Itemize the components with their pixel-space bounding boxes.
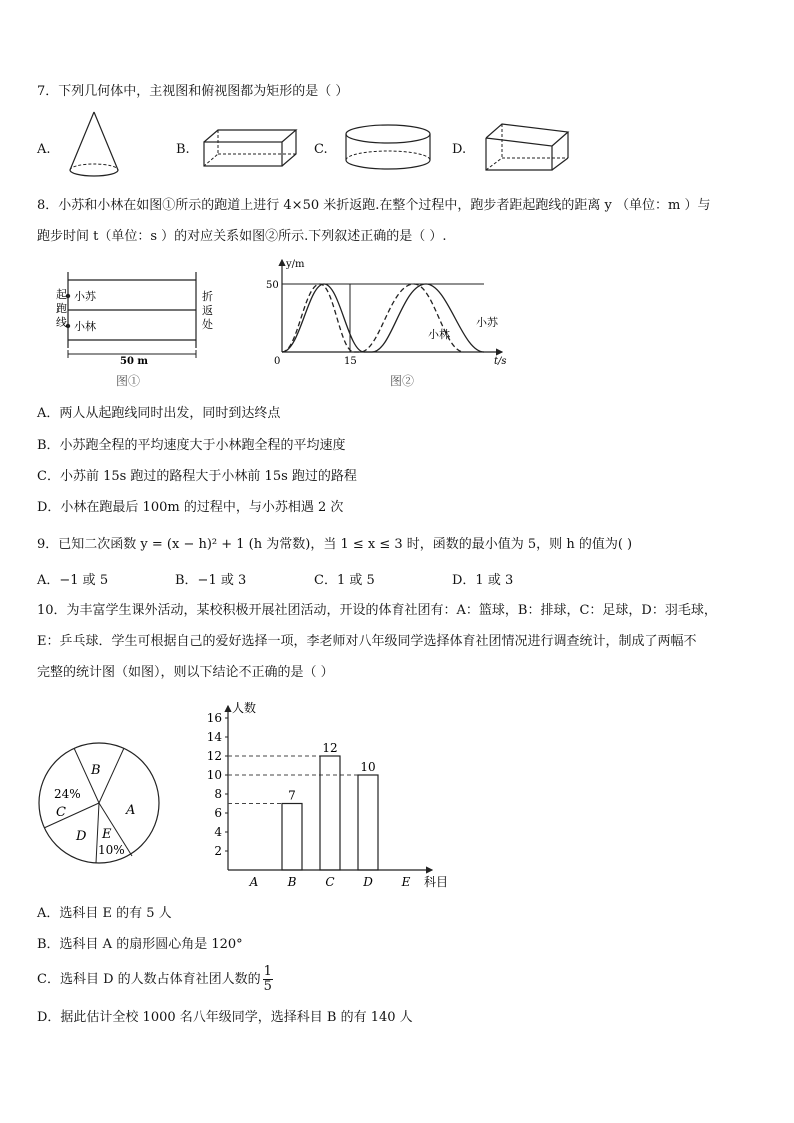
q9-option-a: A．−1 或 5 xyxy=(37,573,109,588)
q7-stem: 7．下列几何体中，主视图和俯视图都为矩形的是（ ） xyxy=(37,84,349,99)
bar-value-label: 12 xyxy=(322,741,338,755)
cylinder-figure xyxy=(342,122,436,174)
pie-label-a: A xyxy=(126,803,136,818)
q10-stem-line1: 10．为丰富学生课外活动，某校积极开展社团活动，开设的体育社团有：A：篮球，B：排球，C：足球，D：羽毛球， xyxy=(37,603,717,618)
q8-stem-line1: 8．小苏和小林在如图①所示的跑道上进行 4×50 米折返跑.在整个过程中，跑步者距起跑线的距离 y （单位：m ）与 xyxy=(37,198,711,213)
y-tick-label: 2 xyxy=(214,844,222,858)
x-axis-label: t/s xyxy=(494,356,507,367)
y-tick-label: 12 xyxy=(206,749,222,763)
cone-figure xyxy=(64,108,124,178)
q10-stem-line2: E：乒乓球．学生可根据自己的爱好选择一项，李老师对八年级同学选择体育社团情况进行调查统计，制成了两幅不 xyxy=(37,634,697,649)
y-axis-title: 人数 xyxy=(232,701,257,715)
y-tick-label: 8 xyxy=(214,787,222,801)
q10-option-a: A．选科目 E 的有 5 人 xyxy=(37,906,172,921)
triangular-prism-figure xyxy=(482,118,574,176)
q8-stem-line2: 跑步时间 t（单位：s ）的对应关系如图②所示.下列叙述正确的是（ ）. xyxy=(37,229,447,244)
cuboid-figure xyxy=(200,126,300,170)
q7-option-a-label: A. xyxy=(37,142,51,157)
fig1-caption: 图① xyxy=(116,374,141,388)
distance-time-graph xyxy=(268,254,518,390)
y-tick-50: 50 xyxy=(266,280,279,291)
turn-label-3: 处 xyxy=(202,318,213,331)
pie-pct-e: 10% xyxy=(98,843,125,857)
pie-label-b: B xyxy=(91,763,101,778)
pie-label-d: D xyxy=(76,829,87,844)
q8-option-b: B．小苏跑全程的平均速度大于小林跑全程的平均速度 xyxy=(37,438,346,453)
q9-option-b: B．−1 或 3 xyxy=(175,573,247,588)
runner2-label: 小林 xyxy=(74,320,96,333)
bar xyxy=(358,775,378,870)
y-tick-label: 16 xyxy=(206,711,222,725)
curve-xiaolin-label: 小林 xyxy=(428,328,450,341)
turn-label-2: 返 xyxy=(202,304,213,317)
q7-option-d-label: D. xyxy=(452,142,467,157)
start-label-2: 跑 xyxy=(56,302,67,315)
q10-option-b: B．选科目 A 的扇形圆心角是 120° xyxy=(37,937,243,952)
fraction-numerator: 1 xyxy=(263,964,272,979)
q10-stem-line3: 完整的统计图（如图），则以下结论不正确的是（ ） xyxy=(37,665,334,680)
runner1-label: 小苏 xyxy=(74,290,96,303)
category-label: C xyxy=(325,875,335,889)
bar xyxy=(320,756,340,870)
fig2-caption: 图② xyxy=(390,374,415,388)
y-tick-label: 10 xyxy=(206,768,222,782)
pie-chart xyxy=(36,740,166,870)
bar-chart xyxy=(196,698,456,894)
y-tick-label: 6 xyxy=(214,806,222,820)
fraction-one-fifth xyxy=(263,965,273,994)
q8-option-a: A．两人从起跑线同时出发，同时到达终点 xyxy=(37,406,281,421)
category-label: B xyxy=(287,875,297,889)
track-figure xyxy=(44,262,244,390)
turn-label-1: 折 xyxy=(202,290,213,303)
q9-option-c: C．1 或 5 xyxy=(314,573,375,588)
q8-option-d: D．小林在跑最后 100m 的过程中，与小苏相遇 2 次 xyxy=(37,500,344,515)
q7-option-b-label: B. xyxy=(176,142,190,157)
curve-xiaolin xyxy=(282,284,464,352)
origin-label: 0 xyxy=(274,356,281,367)
q10-option-d: D．据此估计全校 1000 名八年级同学，选择科目 B 的有 140 人 xyxy=(37,1010,413,1025)
category-label: E xyxy=(401,875,411,889)
category-label: A xyxy=(249,875,259,889)
pie-pct-c: 24% xyxy=(54,787,81,801)
bar xyxy=(282,804,302,871)
x-tick-15: 15 xyxy=(344,356,357,367)
curve-xiaosu xyxy=(282,284,484,352)
y-axis-label: y/m xyxy=(286,259,305,270)
track-width-label: 50 m xyxy=(120,356,148,367)
pie-label-e: E xyxy=(102,827,112,842)
bar-value-label: 10 xyxy=(360,760,376,774)
q10-option-c-text: C．选科目 D 的人数占体育社团人数的 xyxy=(37,972,261,987)
q9-option-d: D．1 或 3 xyxy=(452,573,514,588)
curve-xiaosu-label: 小苏 xyxy=(476,316,498,329)
y-tick-label: 4 xyxy=(214,825,222,839)
bar-value-label: 7 xyxy=(288,788,296,803)
start-label-1: 起 xyxy=(56,288,67,301)
q9-stem: 9．已知二次函数 y = (x − h)² + 1 (h 为常数)，当 1 ≤ x ≤ 3 时，函数的最小值为 5，则 h 的值为( ) xyxy=(37,537,633,552)
start-label-3: 线 xyxy=(56,316,67,329)
x-axis-title: 科目 xyxy=(424,875,449,889)
q7-option-c-label: C. xyxy=(314,142,328,157)
q10-option-c xyxy=(37,964,273,996)
y-tick-label: 14 xyxy=(206,730,222,744)
category-label: D xyxy=(363,875,373,889)
pie-label-c: C xyxy=(56,805,66,820)
q8-option-c: C．小苏前 15s 跑过的路程大于小林前 15s 跑过的路程 xyxy=(37,469,357,484)
fraction-denominator: 5 xyxy=(263,979,272,994)
